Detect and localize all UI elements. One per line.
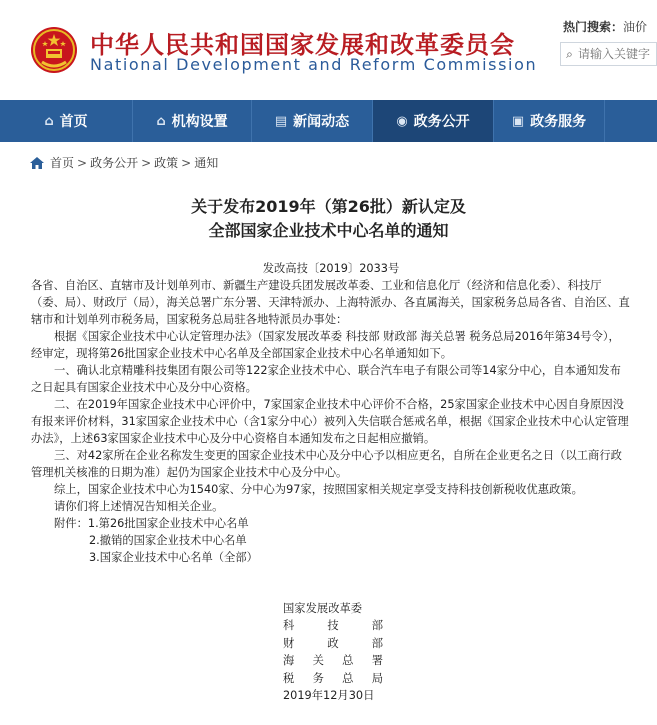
nav-item-organization[interactable]: [133, 100, 251, 142]
nav-item-label: 政务服务: [530, 114, 587, 130]
nav-divider: [604, 100, 605, 142]
breadcrumb-separator: >: [181, 155, 192, 170]
document-number: 发改高技〔2019〕2033号: [262, 262, 400, 275]
signatory: 海 关 总 署: [283, 654, 383, 668]
article-paragraph: 综上，国家企业技术中心为1540家、分中心为97家，按照国家相关规定享受支持科技创新税收优惠政策。: [54, 483, 583, 496]
attachment-link[interactable]: 1.第26批国家企业技术中心名单: [87, 517, 249, 530]
nav-item-home[interactable]: [0, 100, 132, 142]
nav-item-label: 首页: [59, 114, 88, 130]
attachments-label: 附件：: [54, 517, 88, 530]
signatory: 科 技 部: [283, 619, 383, 633]
home-icon: ⌂: [44, 113, 54, 129]
document-icon: ▣: [511, 113, 525, 129]
breadcrumb-home[interactable]: 首页: [50, 156, 75, 170]
breadcrumb-separator: >: [77, 155, 88, 170]
article-body: [31, 260, 631, 566]
newspaper-icon: ▤: [274, 113, 288, 129]
signature-block: [283, 600, 383, 704]
main-nav: [0, 100, 657, 142]
site-title-chinese[interactable]: 中华人民共和国国家发展和改革委员会: [90, 31, 515, 59]
signatory: 国家发展改革委: [283, 602, 363, 615]
hot-search-term[interactable]: 油价: [623, 20, 648, 34]
building-icon: ⌂: [156, 113, 166, 129]
breadcrumb-government-affairs[interactable]: 政务公开: [90, 156, 139, 170]
search-icon[interactable]: ⌕: [566, 46, 573, 61]
attachment-item: [31, 515, 631, 532]
search-box[interactable]: [560, 42, 657, 66]
nav-item-government-services[interactable]: [494, 100, 604, 142]
search-input[interactable]: [578, 47, 656, 61]
nav-item-news[interactable]: [252, 100, 372, 142]
nav-item-label: 政务公开: [413, 114, 470, 130]
nav-item-label: 机构设置: [171, 114, 228, 130]
article-title-line2: 全部国家企业技术中心名单的通知: [208, 221, 449, 240]
hot-search: [563, 18, 647, 35]
national-emblem-icon[interactable]: [30, 26, 78, 74]
breadcrumb-notice[interactable]: 通知: [194, 156, 219, 170]
article-paragraph: 根据《国家企业技术中心认定管理办法》（国家发展改革委 科技部 财政部 海关总署 税务总局2016年第34号令），经审定，现将第26批国家企业技术中心名单及全部国家企业技术中心名单通知如下。: [31, 330, 620, 360]
attachment-item: [31, 549, 631, 566]
signatory: 财 政 部: [283, 636, 383, 650]
article-paragraph: 二、在2019年国家企业技术中心评价中，7家国家企业技术中心评价不合格，25家国家企业技术中心因自身原因没有报来评价材料，31家国家企业技术中心（含1家分中心）被列入失信联合惩戒名单，根据《国家企业技术中心认定管理办法》，上述63家国家企业技术中心及分中心资格自本通知发布之日起相应撤销。: [31, 398, 629, 445]
broadcast-icon: ◉: [396, 113, 408, 129]
signatory: 税 务 总 局: [283, 671, 383, 685]
site-title-english: National Development and Reform Commission: [90, 55, 538, 74]
attachment-item: [31, 532, 631, 549]
breadcrumb-separator: >: [141, 155, 152, 170]
recipients: 各省、自治区、直辖市及计划单列市、新疆生产建设兵团发展改革委、工业和信息化厅（经济和信息化委）、科技厅（委、局）、财政厅（局），海关总署广东分署、天津特派办、上海特派办、各直属海关，国家税务总局各省、自治区、直辖市和计划单列市税务局，国家税务总局驻各地特派员办事处：: [31, 279, 630, 326]
attachment-link[interactable]: 2.撤销的国家企业技术中心名单: [89, 534, 247, 547]
document-date: 2019年12月30日: [283, 689, 375, 703]
site-header: [0, 0, 657, 100]
breadcrumb-policy[interactable]: 政策: [154, 156, 179, 170]
home-icon[interactable]: [30, 157, 44, 169]
nav-item-label: 新闻动态: [293, 114, 350, 130]
breadcrumb: [30, 154, 218, 171]
nav-item-government-affairs[interactable]: [373, 100, 493, 142]
article-paragraph: 一、确认北京精雕科技集团有限公司等122家企业技术中心、联合汽车电子有限公司等14家分中心，自本通知发布之日起具有国家企业技术中心及分中心资格。: [31, 364, 621, 394]
attachment-link[interactable]: 3.国家企业技术中心名单（全部）: [89, 551, 258, 564]
hot-search-label: 热门搜索：: [563, 20, 624, 34]
article-paragraph: 请你们将上述情况告知相关企业。: [54, 500, 224, 513]
article-title-line1: 关于发布2019年（第26批）新认定及: [191, 197, 466, 216]
article-paragraph: 三、对42家所在企业名称发生变更的国家企业技术中心及分中心予以相应更名，自所在企业更名之日（以工商行政管理机关核准的日期为准）起仍为国家企业技术中心及分中心。: [31, 449, 622, 479]
